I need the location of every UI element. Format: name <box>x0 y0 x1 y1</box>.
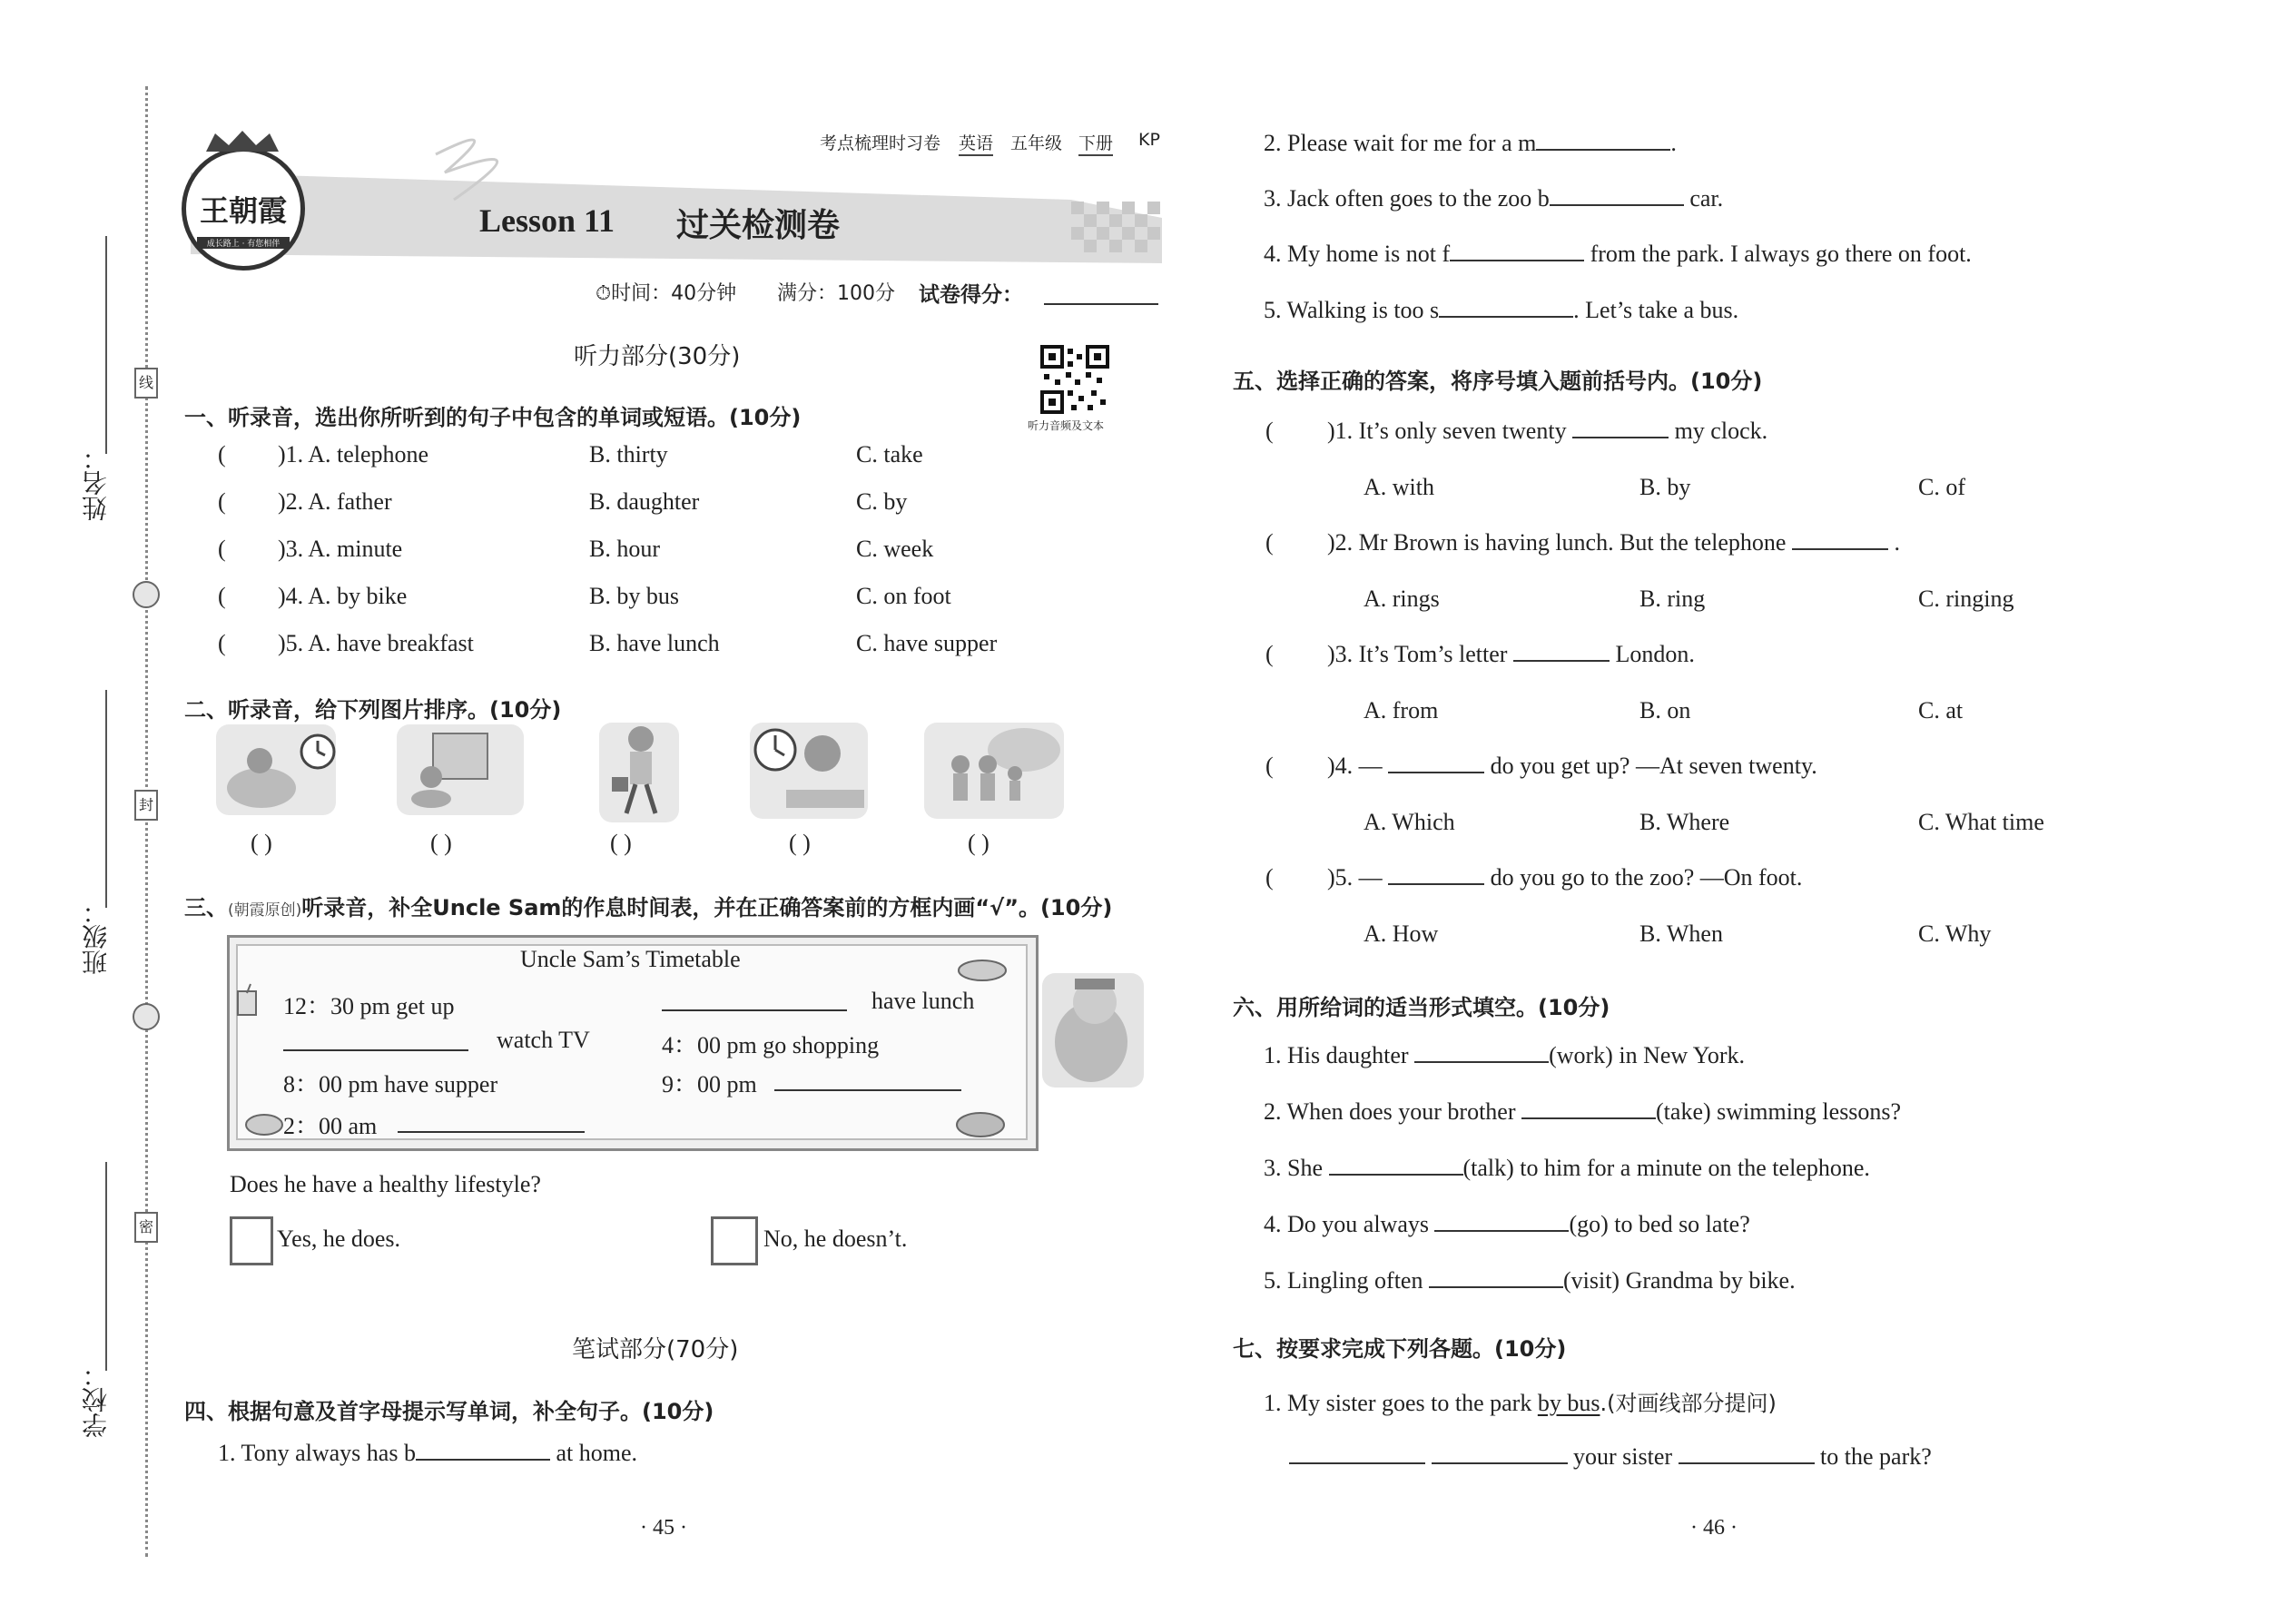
s1-option-a: )5. A. have breakfast <box>278 630 474 656</box>
s5-option-c: C. at <box>1918 697 1964 723</box>
s7-question-1-answer <box>1289 1443 1932 1471</box>
section-4-title: 四、根据句意及首字母提示写单词，补全句子。(10分) <box>184 1399 714 1424</box>
brand-logo-text: 王朝霞 <box>199 193 287 228</box>
header-edition: KP <box>1138 130 1160 150</box>
timetable-row-2-left: watch TV <box>497 1027 590 1053</box>
s5-option-a: A. from <box>1364 697 1439 723</box>
answer-bracket[interactable]: ( <box>218 583 226 609</box>
timetable-row-4-left: 2：00 am <box>283 1113 378 1139</box>
answer-bracket[interactable]: ( <box>1265 418 1274 444</box>
section-3-title <box>184 890 1112 921</box>
s5-option-a: A. How <box>1364 920 1439 947</box>
order-bracket[interactable]: ( ) <box>968 830 989 856</box>
header-series: 考点梳理时习卷 <box>820 133 941 153</box>
s1-option-b: B. hour <box>589 536 660 562</box>
header-subject: 英语 <box>959 130 993 156</box>
plate-icon <box>955 957 1009 984</box>
s5-option-b: B. by <box>1639 474 1691 500</box>
answer-blank[interactable] <box>1550 204 1684 206</box>
answer-bracket[interactable]: ( <box>218 536 226 562</box>
checkbox-no[interactable] <box>711 1216 758 1265</box>
qr-caption: 听力音频及文本 <box>1028 419 1105 432</box>
section-5-title: 五、选择正确的答案，将序号填入题前括号内。(10分) <box>1233 369 1763 394</box>
s6-question-suffix: (visit) Grandma by bike. <box>1562 1267 1796 1294</box>
s5-question <box>1327 641 1695 668</box>
s4-question-3 <box>1264 185 1723 212</box>
s6-question-prefix: 2. When does your brother <box>1264 1098 1516 1125</box>
answer-blank[interactable] <box>1521 1117 1656 1119</box>
answer-bracket[interactable]: ( <box>1265 529 1274 556</box>
s5-question-prefix: )2. Mr Brown is having lunch. But the telephone <box>1327 529 1787 556</box>
original-tag: (朝霞原创) <box>228 901 302 920</box>
s5-option-a: A. Which <box>1364 809 1455 835</box>
section-3-prefix: 三、 <box>184 895 228 920</box>
answer-bracket[interactable]: ( <box>1265 753 1274 779</box>
s7-q1-prefix: 1. My sister goes to the park <box>1264 1390 1532 1416</box>
s4-q1-prefix: 1. Tony always has b <box>218 1440 416 1466</box>
s5-question-suffix: do you go to the zoo? —On foot. <box>1490 864 1803 891</box>
s5-option-b: B. on <box>1639 697 1691 723</box>
picture-child-reading <box>397 724 524 815</box>
order-bracket[interactable]: ( ) <box>430 830 452 856</box>
answer-bracket[interactable]: ( <box>1265 641 1274 667</box>
answer-blank[interactable] <box>1536 149 1670 151</box>
s1-option-c: C. by <box>856 488 908 515</box>
drink-icon <box>232 982 263 1019</box>
s4-question-2 <box>1264 130 1677 157</box>
answer-blank[interactable] <box>1388 772 1484 773</box>
s4-question-1 <box>218 1440 637 1467</box>
checkbox-yes[interactable] <box>230 1216 273 1265</box>
listening-heading: 听力部分(30分) <box>574 343 741 370</box>
s5-question-suffix: London. <box>1615 641 1695 667</box>
header-term: 下册 <box>1078 130 1113 156</box>
timetable-row-3-left: 8：00 pm have supper <box>283 1071 498 1097</box>
s7-q1-underlined: by bus <box>1537 1390 1600 1416</box>
s6-question <box>1264 1042 1745 1069</box>
binding-knot-icon <box>133 581 160 608</box>
answer-blank[interactable] <box>1679 1462 1815 1464</box>
picture-sleeping-child <box>216 724 336 815</box>
s4-q4-suffix: from the park. I always go there on foot. <box>1590 241 1972 267</box>
s5-option-c: C. What time <box>1918 809 2044 835</box>
s5-question-prefix: )4. — <box>1327 753 1383 779</box>
answer-bracket[interactable]: ( <box>218 630 226 656</box>
answer-blank[interactable] <box>1434 1230 1569 1232</box>
s5-question <box>1327 753 1817 780</box>
name-write-line <box>105 236 107 454</box>
exam-time: ⏱时间：40分钟 <box>596 282 737 305</box>
s4-q2-suffix: . <box>1670 130 1677 156</box>
answer-blank[interactable] <box>1289 1462 1425 1464</box>
section-1-title: 一、听录音，选出你所听到的句子中包含的单词或短语。(10分) <box>184 405 802 430</box>
s5-question-suffix: do you get up? —At seven twenty. <box>1490 753 1817 779</box>
class-write-line <box>105 690 107 908</box>
header-grade: 五年级 <box>1010 133 1063 153</box>
picture-boy-walking <box>599 723 679 822</box>
score-label: 试卷得分： <box>919 283 1023 307</box>
s6-question-suffix: (take) swimming lessons? <box>1656 1098 1902 1125</box>
s5-option-a: A. with <box>1364 474 1434 500</box>
picture-girl-lunch <box>750 723 868 819</box>
s5-question-suffix: my clock. <box>1674 418 1768 444</box>
s5-question <box>1327 864 1802 891</box>
answer-bracket[interactable]: ( <box>218 441 226 468</box>
s5-question-prefix: )1. It’s only seven twenty <box>1327 418 1567 444</box>
s1-option-b: B. thirty <box>589 441 668 468</box>
s5-question <box>1327 529 1900 556</box>
lifestyle-question: Does he have a healthy lifestyle? <box>230 1171 541 1197</box>
s6-question <box>1264 1098 1901 1126</box>
answer-blank[interactable] <box>1450 260 1584 261</box>
picture-family-walk <box>924 723 1064 819</box>
s6-question <box>1264 1211 1750 1238</box>
order-bracket[interactable]: ( ) <box>610 830 632 856</box>
s6-question-suffix: (work) in New York. <box>1549 1042 1746 1068</box>
s6-question <box>1264 1155 1870 1182</box>
s1-option-a: )2. A. father <box>278 488 392 515</box>
answer-blank[interactable] <box>1388 883 1484 885</box>
timetable-blank <box>398 1131 585 1133</box>
section-2-title: 二、听录音，给下列图片排序。(10分) <box>184 697 562 723</box>
brand-logo <box>182 147 305 271</box>
s1-option-b: B. daughter <box>589 488 700 515</box>
timetable-row-2-right: 4：00 pm go shopping <box>662 1032 880 1058</box>
s5-question-prefix: )3. It’s Tom’s letter <box>1327 641 1508 667</box>
s5-option-c: C. of <box>1918 474 1965 500</box>
s7-q1-mid: your sister <box>1573 1443 1673 1470</box>
lesson-number: Lesson 11 <box>479 202 615 239</box>
timetable-row-3-right: 9：00 pm <box>662 1071 757 1097</box>
name-label: 姓名： <box>81 445 111 521</box>
answer-bracket[interactable]: ( <box>1265 864 1274 891</box>
s5-question-prefix: )5. — <box>1327 864 1383 891</box>
order-bracket[interactable]: ( ) <box>789 830 811 856</box>
s1-option-b: B. have lunch <box>589 630 720 656</box>
binding-dotted-line <box>145 86 148 1557</box>
school-label: 学校： <box>81 1362 111 1438</box>
s4-q5-suffix: . Let’s take a bus. <box>1573 297 1739 323</box>
answer-blank[interactable] <box>1513 660 1610 662</box>
score-blank <box>1044 303 1158 305</box>
s5-option-c: C. Why <box>1918 920 1992 947</box>
s6-question-prefix: 1. His daughter <box>1264 1042 1409 1068</box>
food-icon <box>953 1109 1008 1140</box>
binding-tag-dense: 密 <box>134 1212 158 1243</box>
s5-question <box>1327 418 1767 445</box>
answer-blank[interactable] <box>1329 1174 1463 1176</box>
s4-q2-prefix: 2. Please wait for me for a m <box>1264 130 1537 156</box>
s4-q3-suffix: car. <box>1689 185 1724 212</box>
page-title: 过关检测卷 <box>676 207 841 244</box>
header-banner <box>163 118 1162 272</box>
s4-q3-prefix: 3. Jack often goes to the zoo b <box>1264 185 1550 212</box>
uncle-sam-cartoon <box>1042 973 1144 1088</box>
written-heading: 笔试部分(70分) <box>572 1336 739 1363</box>
s5-option-b: B. ring <box>1639 586 1706 612</box>
answer-blank[interactable] <box>416 1459 550 1461</box>
answer-blank[interactable] <box>1439 316 1573 318</box>
s1-option-c: C. have supper <box>856 630 998 656</box>
page-number-left: · 45 · <box>640 1516 687 1540</box>
option-no: No, he doesn’t. <box>763 1225 908 1252</box>
s1-option-c: C. take <box>856 441 923 468</box>
s5-question-suffix: . <box>1894 529 1900 556</box>
s4-q4-prefix: 4. My home is not f <box>1264 241 1451 267</box>
s5-option-c: C. ringing <box>1918 586 2014 612</box>
s5-option-a: A. rings <box>1364 586 1440 612</box>
qr-code-icon <box>1040 345 1109 414</box>
timetable-title: Uncle Sam’s Timetable <box>520 946 741 972</box>
s4-q5-prefix: 5. Walking is too s <box>1264 297 1440 323</box>
s4-q1-suffix: at home. <box>556 1440 637 1466</box>
exam-full-score: 满分：100分 <box>777 282 895 305</box>
s7-question-1 <box>1264 1385 1777 1417</box>
brand-logo-sub: 成长路上 · 有您相伴 <box>197 237 290 249</box>
section-7-title: 七、按要求完成下列各题。(10分) <box>1233 1336 1567 1362</box>
s1-option-c: C. on foot <box>856 583 951 609</box>
answer-blank[interactable] <box>1429 1286 1563 1288</box>
answer-blank[interactable] <box>1572 437 1669 438</box>
binding-knot-icon <box>133 1003 160 1030</box>
timetable-row-1-left: 12：30 pm get up <box>283 993 455 1019</box>
s1-option-a: )3. A. minute <box>278 536 403 562</box>
s1-option-a: )1. A. telephone <box>278 441 429 468</box>
s6-question-prefix: 5. Lingling often <box>1264 1267 1423 1294</box>
option-yes: Yes, he does. <box>277 1225 401 1252</box>
class-label: 班级： <box>81 899 111 975</box>
s1-option-a: )4. A. by bike <box>278 583 408 609</box>
page-number-right: · 46 · <box>1690 1516 1738 1540</box>
s7-q1-end: to the park? <box>1820 1443 1932 1470</box>
timetable-blank <box>662 1009 847 1011</box>
s4-question-5 <box>1264 297 1738 324</box>
s5-option-b: B. Where <box>1639 809 1730 835</box>
s1-option-b: B. by bus <box>589 583 679 609</box>
school-write-line <box>105 1162 107 1371</box>
section-3-instruction: 听录音，补全Uncle Sam的作息时间表，并在正确答案前的方框内画“√”。(10分) <box>301 895 1113 920</box>
timetable-row-1-right: have lunch <box>871 988 975 1014</box>
s6-question-suffix: (go) to bed so late? <box>1569 1211 1750 1237</box>
s6-question-suffix: (talk) to him for a minute on the telephone. <box>1462 1155 1870 1181</box>
s6-question-prefix: 3. She <box>1264 1155 1323 1181</box>
answer-blank[interactable] <box>1414 1061 1549 1063</box>
answer-blank[interactable] <box>1792 548 1888 550</box>
binding-tag-line: 线 <box>134 368 158 399</box>
s1-option-c: C. week <box>856 536 934 562</box>
section-6-title: 六、用所给词的适当形式填空。(10分) <box>1233 995 1610 1020</box>
s6-question <box>1264 1267 1796 1294</box>
answer-bracket[interactable]: ( <box>218 488 226 515</box>
order-bracket[interactable]: ( ) <box>251 830 272 856</box>
answer-blank[interactable] <box>1432 1462 1568 1464</box>
crown-icon <box>202 129 283 154</box>
s4-question-4 <box>1264 241 1972 268</box>
timetable-blank <box>283 1049 468 1051</box>
binding-tag-seal: 封 <box>134 790 158 821</box>
timetable-blank <box>774 1089 961 1091</box>
s7-q1-suffix: .(对画线部分提问) <box>1600 1391 1777 1416</box>
s5-option-b: B. When <box>1639 920 1723 947</box>
bowl-icon <box>243 1111 285 1138</box>
s6-question-prefix: 4. Do you always <box>1264 1211 1429 1237</box>
